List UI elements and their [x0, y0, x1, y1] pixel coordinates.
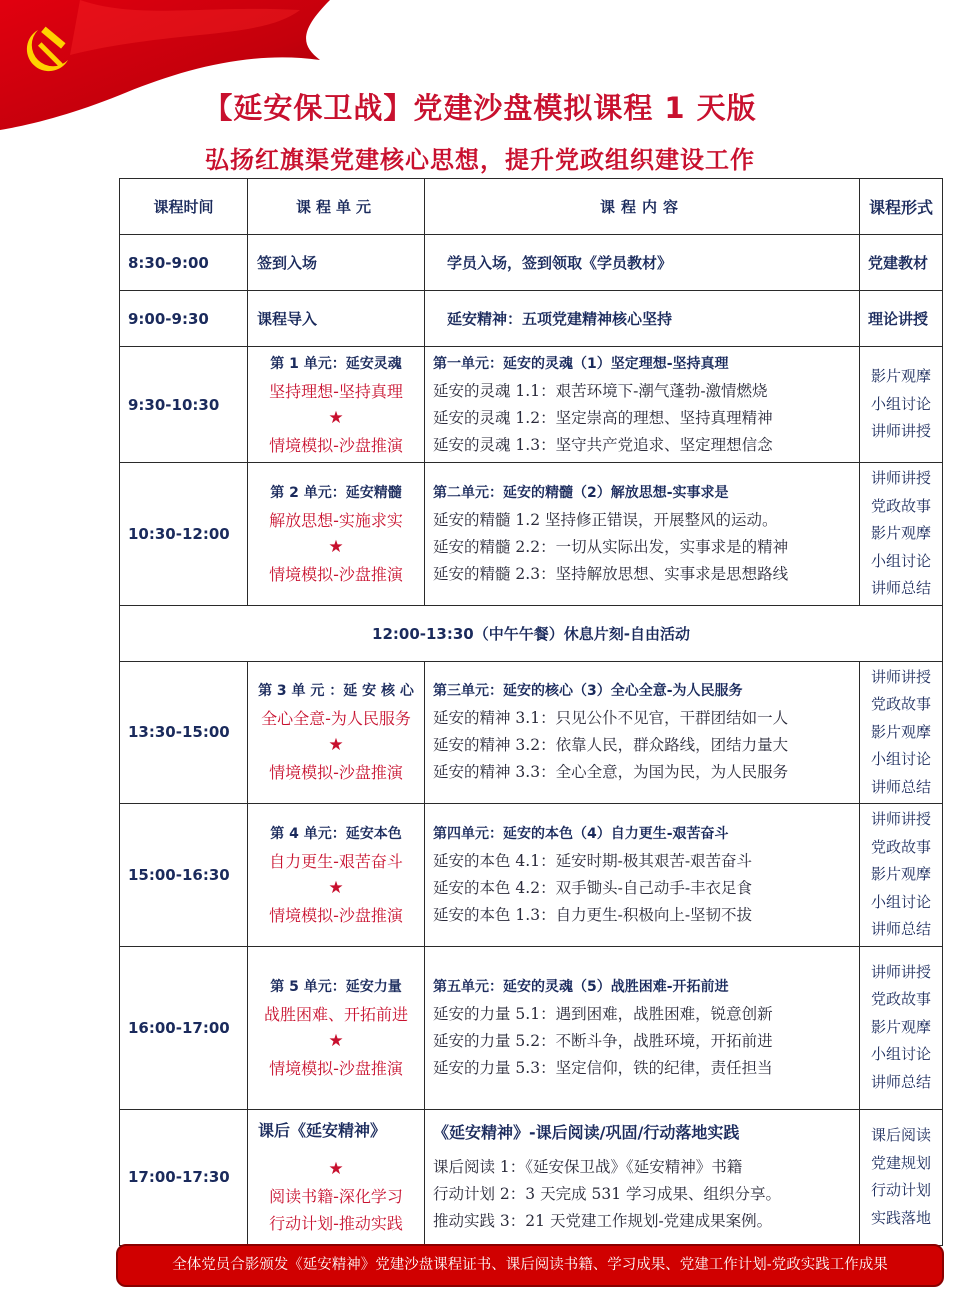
row-content: 学员入场，签到领取《学员教材》: [425, 235, 860, 291]
table-row: [120, 235, 943, 291]
row-content: [425, 946, 860, 1109]
row-content: [425, 804, 860, 947]
content-heading: 第一单元：延安的灵魂（1）坚定理想-坚持真理: [433, 355, 729, 372]
page-subtitle: 弘扬红旗渠党建核心思想，提升党政组织建设工作: [205, 146, 755, 174]
content-line: 延安的力量 5.1：遇到困难，战胜困难，锐意创新: [433, 1004, 773, 1023]
page-title: 【延安保卫战】党建沙盘模拟课程 1 天版: [203, 91, 757, 125]
unit-heading: 课后《延安精神》: [258, 1121, 387, 1140]
table-header-row: [120, 179, 943, 235]
row-forms: [860, 1109, 943, 1245]
form-item: 党政故事: [870, 496, 931, 515]
lunch-break: 12:00-13:30（中午午餐）休息片刻-自由活动: [120, 605, 943, 661]
unit-simulation: 情境模拟-沙盘推演: [269, 763, 403, 783]
table-row: [120, 463, 943, 606]
unit-theme: 坚持理想-坚持真理: [269, 381, 403, 401]
form-item: 讲师讲授: [870, 962, 931, 981]
form-item: 党政故事: [870, 695, 931, 713]
form-item: 小组讨论: [870, 892, 931, 911]
row-unit: [248, 463, 425, 606]
content-line: 延安的精髓 2.2：一切从实际出发，实事求是的精神: [433, 537, 789, 556]
content-line: 行动计划 2：3 天完成 531 学习成果、组织分享。: [433, 1185, 782, 1203]
row-content: [425, 463, 860, 606]
form-item: 讲师总结: [870, 1072, 931, 1091]
unit-simulation: 情境模拟-沙盘推演: [269, 1058, 403, 1078]
table-row: [120, 804, 943, 947]
form-item: 讲师总结: [870, 777, 931, 796]
form-item: 影片观摩: [870, 722, 931, 741]
unit-heading: 第 2 单元：延安精髓: [270, 484, 402, 501]
row-time: 17:00-17:30: [120, 1109, 248, 1245]
form-item: 行动计划: [870, 1181, 931, 1199]
unit-simulation: 情境模拟-沙盘推演: [269, 435, 403, 455]
header-unit: 课程单元: [248, 179, 425, 235]
row-unit: [248, 347, 425, 463]
unit-theme: 解放思想-实施求实: [269, 510, 403, 530]
content-heading: 《延安精神》-课后阅读/巩固/行动落地实践: [433, 1123, 740, 1142]
content-line: 延安的灵魂 1.3：坚守共产党追求、坚定理想信念: [433, 435, 773, 454]
content-line: 延安的力量 5.3：坚定信仰，铁的纪律，责任担当: [433, 1058, 773, 1077]
unit-heading: 第 3 单 元 ：延 安 核 心: [258, 683, 414, 700]
row-unit: [248, 1109, 425, 1245]
form-item: 讲师讲授: [870, 469, 931, 487]
row-time: 9:00-9:30: [120, 291, 248, 347]
content-line: 延安的精髓 2.3：坚持解放思想、实事求是思想路线: [433, 564, 789, 583]
row-forms: [860, 347, 943, 463]
form-item: 小组讨论: [870, 1045, 931, 1064]
form-item: 讲师总结: [870, 920, 931, 938]
form-item: 影片观摩: [870, 1017, 931, 1036]
content-line: 课后阅读 1：《延安保卫战》《延安精神》书籍: [433, 1158, 743, 1176]
content-line: 延安的力量 5.2：不断斗争，战胜环境，开拓前进: [433, 1031, 773, 1050]
form-item: 讲师讲授: [870, 667, 931, 686]
star-icon: ★: [328, 877, 344, 898]
row-unit: 课程导入: [248, 291, 425, 347]
form-item: 影片观摩: [870, 367, 931, 386]
form-item: 小组讨论: [870, 394, 931, 413]
unit-heading: 第 5 单元：延安力量: [270, 978, 402, 995]
lunch-row: [120, 605, 943, 661]
star-icon: ★: [328, 1159, 344, 1179]
row-form: 理论讲授: [860, 291, 943, 347]
table-row: [120, 661, 943, 804]
form-item: 党政故事: [870, 990, 931, 1009]
row-content: [425, 347, 860, 463]
content-heading: 第五单元：延安的灵魂（5）战胜困难-开拓前进: [433, 978, 729, 995]
form-item: 小组讨论: [870, 551, 931, 570]
row-forms: [860, 804, 943, 947]
table-row: [120, 1109, 943, 1245]
header-content: 课程内容: [425, 179, 860, 235]
table-row: [120, 946, 943, 1109]
content-line: 延安的本色 4.2：双手锄头-自己动手-丰衣足食: [433, 878, 753, 897]
form-item: 实践落地: [870, 1208, 931, 1227]
form-item: 课后阅读: [870, 1126, 931, 1144]
form-item: 讲师讲授: [870, 422, 931, 441]
form-item: 党政故事: [870, 837, 931, 856]
row-time: 10:30-12:00: [120, 463, 248, 606]
form-item: 讲师讲授: [870, 810, 931, 828]
content-heading: 第三单元：延安的核心（3）全心全意-为人民服务: [433, 683, 743, 700]
content-line: 延安的精神 3.1：只见公仆不见官，干群团结如一人: [433, 709, 789, 728]
content-line: 延安的本色 1.3：自力更生-积极向上-坚韧不拔: [433, 905, 753, 924]
certificate-banner: 全体党员合影颁发《延安精神》党建沙盘课程证书、课后阅读书籍、学习成果、党建工作计划-党政实践工作成果: [116, 1244, 944, 1287]
form-item: 影片观摩: [870, 524, 931, 542]
content-line: 推动实践 3：21 天党建工作规划-党建成果案例。: [433, 1212, 773, 1230]
schedule-table: [119, 178, 943, 1246]
row-time: 16:00-17:00: [120, 946, 248, 1109]
star-icon: ★: [328, 407, 344, 428]
unit-heading: 第 4 单元：延安本色: [270, 825, 402, 842]
star-icon: ★: [328, 536, 344, 557]
table-row: [120, 291, 943, 347]
star-icon: ★: [328, 735, 344, 756]
header-time: 课程时间: [120, 179, 248, 235]
unit-action-plan: 行动计划-推动实践: [269, 1214, 403, 1233]
row-time: 13:30-15:00: [120, 661, 248, 804]
row-form: 党建教材: [860, 235, 943, 291]
content-heading: 第四单元：延安的本色（4）自力更生-艰苦奋斗: [433, 825, 729, 842]
form-item: 党建规划: [870, 1153, 931, 1172]
content-line: 延安的灵魂 1.1：艰苦环境下-潮气蓬勃-激情燃烧: [433, 381, 768, 400]
content-heading: 第二单元：延安的精髓（2）解放思想-实事求是: [433, 484, 729, 501]
row-unit: [248, 661, 425, 804]
row-time: 15:00-16:30: [120, 804, 248, 947]
row-unit: [248, 804, 425, 947]
unit-theme: 战胜困难、开拓前进: [263, 1004, 408, 1024]
content-line: 延安的本色 4.1：延安时期-极其艰苦-艰苦奋斗: [433, 851, 753, 870]
row-time: 8:30-9:00: [120, 235, 248, 291]
content-line: 延安的灵魂 1.2：坚定崇高的理想、坚持真理精神: [433, 408, 773, 427]
row-content: 延安精神：五项党建精神核心坚持: [425, 291, 860, 347]
row-content: [425, 661, 860, 804]
row-unit: [248, 946, 425, 1109]
content-line: 延安的精神 3.2：依靠人民，群众路线，团结力量大: [433, 736, 789, 755]
star-icon: ★: [328, 1030, 344, 1051]
row-forms: [860, 661, 943, 804]
unit-heading: 第 1 单元：延安灵魂: [270, 355, 402, 372]
content-line: 延安的精神 3.3：全心全意，为国为民，为人民服务: [433, 763, 789, 782]
content-line: 延安的精髓 1.2 坚持修正错误，开展整风的运动。: [433, 510, 778, 529]
unit-theme: 全心全意-为人民服务: [261, 709, 411, 729]
unit-simulation: 情境模拟-沙盘推演: [269, 905, 403, 925]
row-unit: 签到入场: [248, 235, 425, 291]
header-form: 课程形式: [860, 179, 943, 235]
form-item: 讲师总结: [870, 579, 931, 597]
form-item: 影片观摩: [870, 865, 931, 883]
unit-theme: 自力更生-艰苦奋斗: [269, 851, 403, 871]
row-forms: [860, 463, 943, 606]
unit-reading: 阅读书籍-深化学习: [269, 1187, 403, 1206]
unit-simulation: 情境模拟-沙盘推演: [269, 564, 403, 584]
row-forms: [860, 946, 943, 1109]
row-time: 9:30-10:30: [120, 347, 248, 463]
table-row: [120, 347, 943, 463]
row-content: [425, 1109, 860, 1245]
form-item: 小组讨论: [870, 750, 931, 768]
